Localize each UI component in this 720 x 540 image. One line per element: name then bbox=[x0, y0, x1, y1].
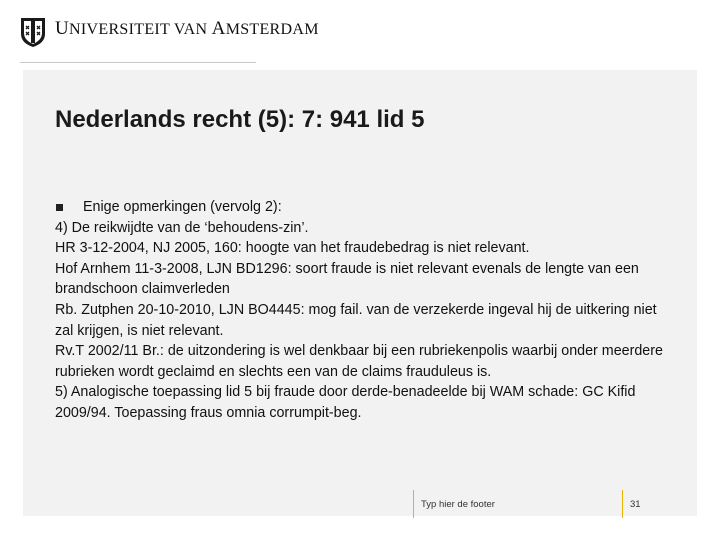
slide-body bbox=[55, 197, 665, 424]
body-line: 4) De reikwijdte van de ‘behoudens-zin’. bbox=[55, 219, 309, 236]
slide-header bbox=[0, 0, 720, 70]
footer-divider-right bbox=[622, 490, 623, 518]
page-number: 31 bbox=[630, 499, 641, 510]
slide-title: Nederlands recht (5): 7: 941 lid 5 bbox=[55, 106, 425, 133]
header-divider bbox=[20, 62, 256, 63]
body-line: Rv.T 2002/11 Br.: de uitzondering is wel denkbaar bij een rubriekenpolis waarbij onder meerdere rubrieken wordt geclaimd en slechts een van de claims frauduleus is. bbox=[55, 343, 663, 380]
body-line: Hof Arnhem 11-3-2008, LJN BD1296: soort fraude is niet relevant evenals de lengte van een brandschoon claimverleden bbox=[55, 260, 639, 298]
footer-text: Typ hier de footer bbox=[421, 499, 495, 510]
uva-crest-icon bbox=[20, 16, 46, 48]
bullet-text: Enige opmerkingen (vervolg 2): bbox=[83, 199, 282, 215]
body-line: HR 3-12-2004, NJ 2005, 160: hoogte van het fraudebedrag is niet relevant. bbox=[55, 240, 530, 257]
university-logo-text: UNIVERSITEIT VAN AMSTERDAM bbox=[55, 18, 319, 39]
square-bullet-icon bbox=[56, 204, 63, 211]
footer-divider-left bbox=[413, 490, 414, 518]
body-line: 5) Analogische toepassing lid 5 bij fraude door derde-benadeelde bij WAM schade: GC Kifid 2009/94. Toepassing fraus omnia corrumpit-beg. bbox=[55, 384, 636, 421]
body-line: Rb. Zutphen 20-10-2010, LJN BO4445: mog fail. van de verzekerde ingeval hij de uitkering niet zal krijgen, is niet relevant. bbox=[55, 301, 657, 339]
bullet-item bbox=[55, 197, 665, 218]
